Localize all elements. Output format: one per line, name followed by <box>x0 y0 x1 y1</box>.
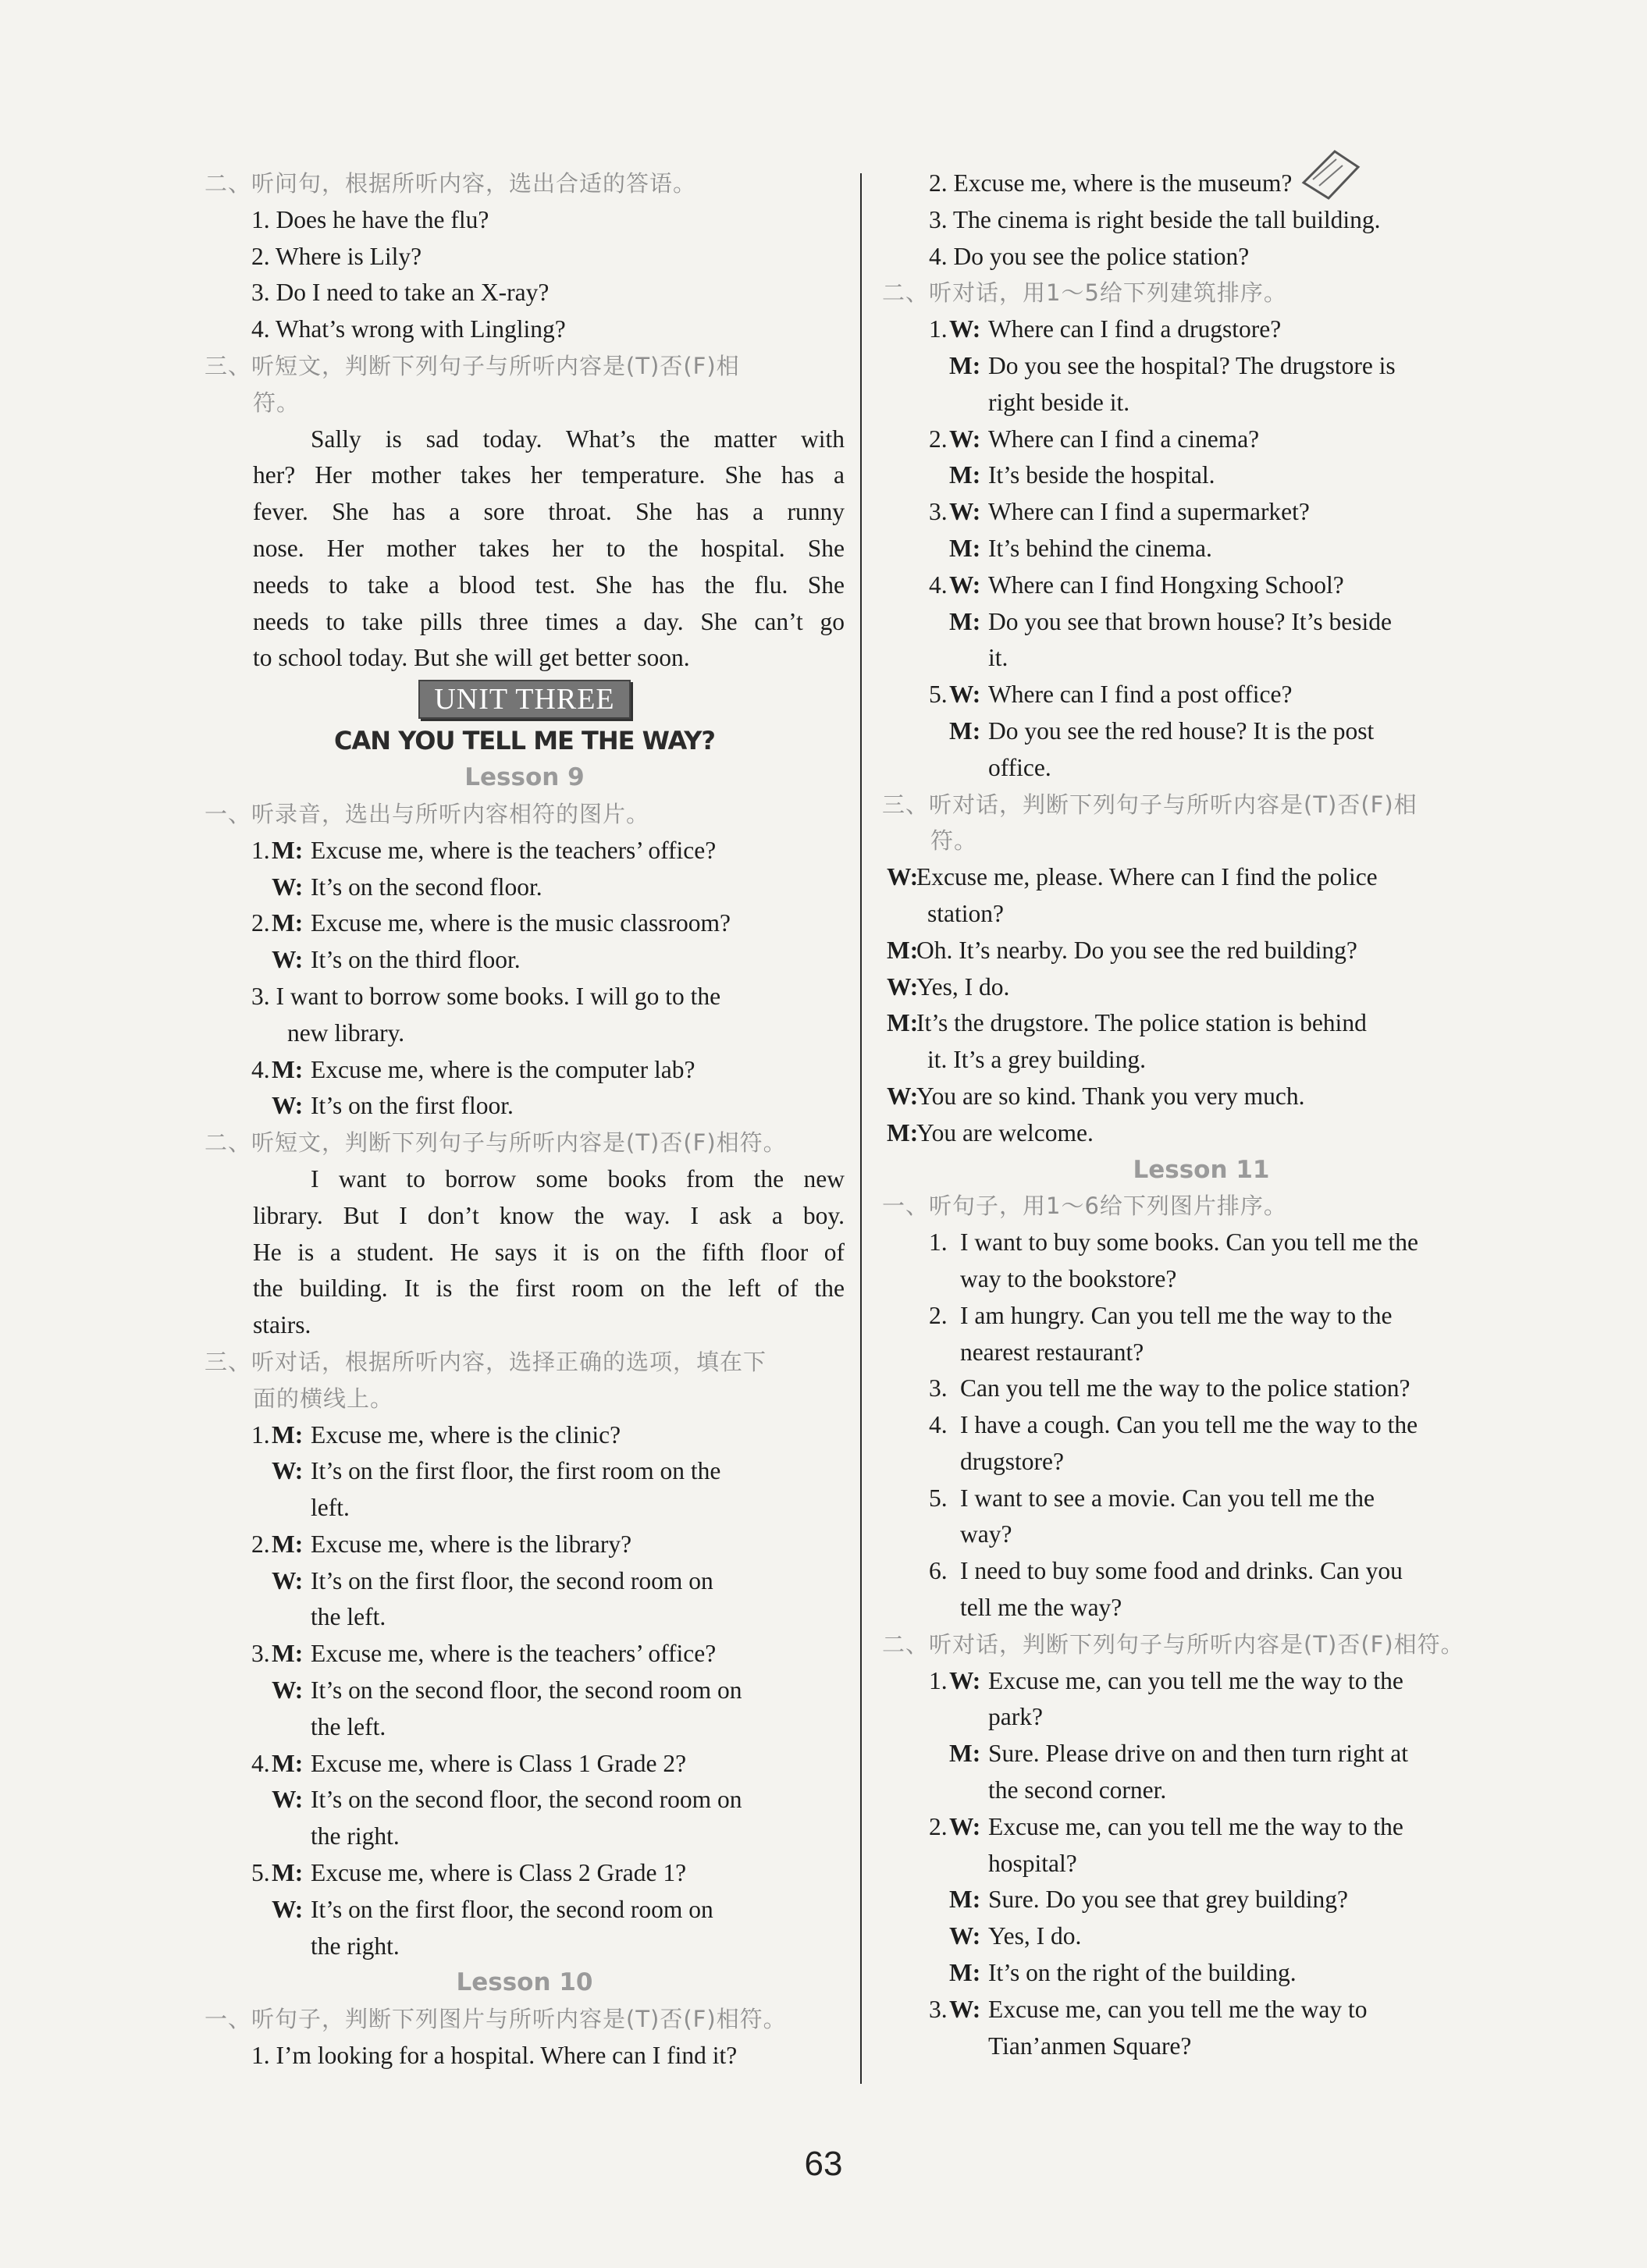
section-heading: 一、听句子，用1～6给下列图片排序。 <box>882 1193 1287 1220</box>
question-item-cont: new library. <box>287 1018 405 1047</box>
speaker-label: W: <box>272 1092 304 1120</box>
section-heading-cont: 面的横线上。 <box>253 1385 394 1412</box>
dialogue-line <box>882 1736 1521 1772</box>
dialogue-text: Excuse me, where is the teachers’ office? <box>311 836 717 864</box>
dialogue-line <box>882 750 1521 787</box>
dialogue-line <box>205 1709 845 1746</box>
speaker-label: W: <box>949 425 981 453</box>
dialogue-text: park? <box>988 1703 1043 1731</box>
unit-banner <box>205 677 845 722</box>
speaker-label: W: <box>949 1922 981 1950</box>
dialogue-text: It’s on the third floor. <box>311 946 521 974</box>
passage-line: needs to take pills three times a day. She can’t go <box>253 607 845 635</box>
dialogue-text: Excuse me, where is Class 2 Grade 1? <box>311 1859 687 1887</box>
dialogue-text: It’s behind the cinema. <box>988 534 1212 562</box>
dialogue-line <box>205 833 845 869</box>
speaker-label: W: <box>887 972 919 1001</box>
dialogue-text: Excuse me, where is Class 1 Grade 2? <box>311 1749 687 1777</box>
dialogue-line <box>882 457 1521 494</box>
dialogue-line <box>205 1453 845 1490</box>
speaker-label: M: <box>949 534 981 562</box>
dialogue-line <box>882 896 1521 933</box>
lesson-title: Lesson 11 <box>1133 1155 1270 1184</box>
dialogue-text: It’s on the second floor, the second room on <box>311 1786 742 1814</box>
speaker-label: M: <box>272 836 304 864</box>
right-column <box>882 165 1521 2064</box>
passage-line: the building. It is the first room on the left of the <box>253 1274 845 1303</box>
dialogue-line <box>882 859 1521 896</box>
speaker-label: W: <box>272 1895 304 1923</box>
question-item: 2. Excuse me, where is the museum? <box>929 169 1293 197</box>
dialogue-line <box>882 348 1521 385</box>
item-number: 6. <box>929 1557 948 1585</box>
dialogue-line <box>882 494 1521 531</box>
dialogue-text: Excuse me, can you tell me the way to <box>988 1995 1368 2023</box>
dialogue-text: It’s on the first floor, the second room on <box>311 1895 713 1923</box>
dialogue-text: It’s beside the hospital. <box>988 461 1215 489</box>
section-heading: 三、听短文，判断下列句子与所听内容是(T)否(F)相 <box>205 352 740 379</box>
dialogue-line <box>205 1088 845 1125</box>
dialogue-text: Excuse me, where is the music classroom? <box>311 909 731 937</box>
dialogue-text: You are so kind. Thank you very much. <box>916 1082 1305 1110</box>
dialogue-line <box>882 1663 1521 1700</box>
dialogue-line <box>205 1782 845 1818</box>
dialogue-text: Where can I find a drugstore? <box>988 315 1282 343</box>
section-heading: 三、听对话，判断下列句子与所听内容是(T)否(F)相 <box>882 791 1418 818</box>
dialogue-line <box>882 604 1521 641</box>
dialogue-text: Where can I find a post office? <box>988 681 1293 709</box>
speaker-label: W: <box>272 1786 304 1814</box>
speaker-label: M: <box>272 1749 304 1777</box>
dialogue-text: Where can I find a supermarket? <box>988 498 1310 526</box>
dialogue-text: Excuse me, where is the computer lab? <box>311 1055 695 1083</box>
dialogue-line <box>882 1992 1521 2028</box>
question-item: 3. Do I need to take an X-ray? <box>251 279 550 307</box>
passage-line: library. But I don’t know the way. I ask a boy. <box>253 1201 845 1229</box>
lesson-title: Lesson 10 <box>456 1968 593 1997</box>
question-line <box>882 1370 1521 1407</box>
question-item: 2. Where is Lily? <box>251 242 422 270</box>
dialogue-line <box>882 677 1521 713</box>
speaker-label: W: <box>949 315 981 343</box>
question-text: tell me the way? <box>960 1594 1122 1622</box>
section-heading: 三、听对话，根据所听内容，选择正确的选项，填在下 <box>205 1348 767 1375</box>
dialogue-line <box>882 1955 1521 1992</box>
dialogue-line <box>882 421 1521 458</box>
dialogue-line <box>882 640 1521 677</box>
dialogue-text: Do you see the red house? It is the post <box>988 716 1375 745</box>
item-number: 1. <box>251 836 270 864</box>
dialogue-block <box>882 859 1521 1151</box>
speaker-label: W: <box>272 1676 304 1705</box>
speaker-label: M: <box>272 1055 304 1083</box>
item-number: 1. <box>929 315 948 343</box>
dialogue-text: It’s the drugstore. The police station is behind <box>916 1009 1367 1037</box>
dialogue-line <box>205 1855 845 1892</box>
left-column <box>205 165 845 2074</box>
question-list <box>882 1225 1521 1626</box>
question-item: 4. Do you see the police station? <box>929 242 1250 270</box>
dialogue-line <box>882 1772 1521 1809</box>
dialogue-text: station? <box>927 899 1004 927</box>
dialogue-text: it. It’s a grey building. <box>927 1046 1146 1074</box>
dialogue-line <box>882 713 1521 750</box>
dialogue-line <box>205 1052 845 1089</box>
dialogue-line <box>882 567 1521 604</box>
speaker-label: M: <box>949 351 981 379</box>
question-text: I have a cough. Can you tell me the way to the <box>960 1411 1418 1439</box>
dialogue-text: Excuse me, where is the library? <box>311 1530 632 1558</box>
dialogue-text: Yes, I do. <box>916 972 1010 1001</box>
question-line <box>882 1298 1521 1335</box>
dialogue-line <box>205 1636 845 1673</box>
dialogue-text: It’s on the first floor, the first room on the <box>311 1457 721 1485</box>
passage-line: Sally is sad today. What’s the matter with <box>311 425 845 453</box>
speaker-label: W: <box>949 1666 981 1694</box>
dialogue-text: Yes, I do. <box>988 1922 1082 1950</box>
item-number: 4. <box>251 1749 270 1777</box>
dialogue-text: Excuse me, please. Where can I find the police <box>916 863 1378 891</box>
speaker-label: W: <box>949 1995 981 2023</box>
dialogue-text: Excuse me, can you tell me the way to the <box>988 1812 1403 1840</box>
speaker-label: M: <box>949 1886 981 1914</box>
dialogue-block <box>205 1052 845 1125</box>
question-text: way to the bookstore? <box>960 1264 1177 1292</box>
speaker-label: M: <box>272 1640 304 1668</box>
question-text: Can you tell me the way to the police station? <box>960 1374 1410 1402</box>
item-number: 2. <box>929 1301 948 1329</box>
dialogue-line <box>205 1417 845 1454</box>
passage-line: needs to take a blood test. She has the flu. She <box>253 571 845 599</box>
dialogue-text: Sure. Do you see that grey building? <box>988 1886 1349 1914</box>
dialogue-line <box>882 1918 1521 1955</box>
passage-line: I want to borrow some books from the new <box>311 1164 845 1193</box>
dialogue-line <box>882 2028 1521 2065</box>
unit-subtitle: CAN YOU TELL ME THE WAY? <box>334 726 715 756</box>
speaker-label: W: <box>949 571 981 599</box>
question-line <box>882 1225 1521 1261</box>
dialogue-block <box>205 1417 845 1965</box>
lesson-title: Lesson 9 <box>464 763 585 792</box>
dialogue-text: It’s on the second floor, the second room on <box>311 1676 742 1705</box>
passage-line: to school today. But she will get better soon. <box>253 644 690 672</box>
dialogue-line <box>882 311 1521 348</box>
speaker-label: M: <box>949 461 981 489</box>
item-number: 2. <box>251 909 270 937</box>
speaker-label: M: <box>949 1959 981 1987</box>
item-number: 3. <box>251 1640 270 1668</box>
item-number: 2. <box>929 425 948 453</box>
speaker-label: M: <box>272 1530 304 1558</box>
item-number: 5. <box>251 1859 270 1887</box>
passage-line: her? Her mother takes her temperature. She has a <box>253 461 845 489</box>
speaker-label: W: <box>272 873 304 901</box>
dialogue-line <box>205 1673 845 1709</box>
dialogue-line <box>205 942 845 979</box>
dialogue-line <box>882 1882 1521 1918</box>
dialogue-text: office. <box>988 753 1051 781</box>
passage <box>205 421 845 677</box>
section-heading: 二、听对话，用1～5给下列建筑排序。 <box>882 279 1287 307</box>
dialogue-line <box>205 905 845 942</box>
speaker-label: M: <box>887 1009 919 1037</box>
dialogue-block <box>882 311 1521 786</box>
passage-line: nose. Her mother takes her to the hospital. She <box>253 534 845 562</box>
dialogue-text: it. <box>988 644 1008 672</box>
dialogue-text: the right. <box>311 1932 400 1960</box>
dialogue-text: Tian’anmen Square? <box>988 2032 1192 2060</box>
question-line <box>882 1335 1521 1371</box>
dialogue-line <box>882 1846 1521 1882</box>
speaker-label: M: <box>949 607 981 635</box>
speaker-label: M: <box>949 716 981 745</box>
unit-title: UNIT THREE <box>418 680 630 719</box>
dialogue-line <box>205 1746 845 1783</box>
dialogue-text: It’s on the second floor. <box>311 873 542 901</box>
dialogue-text: the second corner. <box>988 1776 1167 1804</box>
speaker-label: W: <box>272 1566 304 1594</box>
dialogue-text: Where can I find Hongxing School? <box>988 571 1344 599</box>
dialogue-line <box>882 1809 1521 1846</box>
column-divider <box>860 173 862 2084</box>
question-item: 3. I want to borrow some books. I will go to the <box>251 982 721 1010</box>
question-line <box>882 1590 1521 1626</box>
question-text: I need to buy some food and drinks. Can you <box>960 1557 1403 1585</box>
section-heading: 一、听录音，选出与所听内容相符的图片。 <box>205 800 650 827</box>
question-item: 4. What’s wrong with Lingling? <box>251 315 566 343</box>
question-item: 3. The cinema is right beside the tall building. <box>929 205 1381 233</box>
question-text: I want to buy some books. Can you tell me the <box>960 1228 1419 1257</box>
item-number: 1. <box>929 1666 948 1694</box>
speaker-label: W: <box>949 498 981 526</box>
dialogue-text: Sure. Please drive on and then turn right at <box>988 1740 1408 1768</box>
question-text: way? <box>960 1520 1012 1548</box>
dialogue-text: the left. <box>311 1603 386 1631</box>
dialogue-line <box>882 385 1521 421</box>
dialogue-text: You are welcome. <box>916 1118 1094 1146</box>
speaker-label: M: <box>272 1859 304 1887</box>
item-number: 4. <box>929 1411 948 1439</box>
dialogue-text: It’s on the right of the building. <box>988 1959 1297 1987</box>
dialogue-text: Where can I find a cinema? <box>988 425 1260 453</box>
item-number: 3. <box>929 1374 948 1402</box>
question-line <box>882 1516 1521 1553</box>
item-number: 2. <box>929 1812 948 1840</box>
dialogue-line <box>205 1818 845 1855</box>
speaker-label: W: <box>949 681 981 709</box>
dialogue-text: hospital? <box>988 1849 1077 1877</box>
section-heading: 一、听句子，判断下列图片与所听内容是(T)否(F)相符。 <box>205 2006 787 2033</box>
dialogue-line <box>205 1892 845 1929</box>
speaker-label: W: <box>887 863 919 891</box>
dialogue-text: left. <box>311 1494 350 1522</box>
dialogue-line <box>205 1490 845 1527</box>
dialogue-text: It’s on the first floor, the second room on <box>311 1566 713 1594</box>
speaker-label: W: <box>887 1082 919 1110</box>
question-line <box>882 1407 1521 1444</box>
dialogue-line <box>205 1563 845 1600</box>
dialogue-block <box>882 1663 1521 2065</box>
question-item: 1. Does he have the flu? <box>251 205 489 233</box>
speaker-label: W: <box>272 1457 304 1485</box>
item-number: 1. <box>929 1228 948 1257</box>
item-number: 5. <box>929 1484 948 1512</box>
dialogue-text: It’s on the first floor. <box>311 1092 514 1120</box>
dialogue-text: Do you see that brown house? It’s beside <box>988 607 1393 635</box>
item-number: 4. <box>929 571 948 599</box>
question-text: drugstore? <box>960 1447 1064 1475</box>
question-line <box>882 1261 1521 1298</box>
speaker-label: M: <box>272 909 304 937</box>
dialogue-line <box>205 1929 845 1965</box>
passage-line: fever. She has a sore throat. She has a runny <box>253 498 845 526</box>
speaker-label: M: <box>887 936 919 964</box>
section-heading: 二、听短文，判断下列句子与所听内容是(T)否(F)相符。 <box>205 1129 787 1157</box>
dialogue-block <box>205 833 845 979</box>
dialogue-text: the right. <box>311 1822 400 1850</box>
speaker-label: W: <box>949 1812 981 1840</box>
section-heading-cont: 符。 <box>930 827 978 855</box>
dialogue-text: Do you see the hospital? The drugstore is <box>988 351 1396 379</box>
question-line <box>882 1553 1521 1590</box>
dialogue-text: the left. <box>311 1712 386 1740</box>
question-text: nearest restaurant? <box>960 1338 1144 1366</box>
dialogue-text: Excuse me, where is the teachers’ office? <box>311 1640 717 1668</box>
item-number: 1. <box>251 1420 270 1449</box>
item-number: 3. <box>929 1995 948 2023</box>
section-heading: 二、听对话，判断下列句子与所听内容是(T)否(F)相符。 <box>882 1630 1464 1658</box>
dialogue-line <box>205 1599 845 1636</box>
dialogue-text: Excuse me, can you tell me the way to the <box>988 1666 1403 1694</box>
dialogue-line <box>882 531 1521 567</box>
passage-line: He is a student. He says it is on the fifth floor of <box>253 1238 845 1266</box>
dialogue-text: Excuse me, where is the clinic? <box>311 1420 621 1449</box>
dialogue-line <box>205 869 845 906</box>
page-number: 63 <box>804 2145 843 2183</box>
section-heading: 二、听问句，根据所听内容，选出合适的答语。 <box>205 170 697 197</box>
dialogue-text: right beside it. <box>988 388 1130 416</box>
speaker-label: W: <box>272 946 304 974</box>
dialogue-line <box>882 1699 1521 1736</box>
passage-line: stairs. <box>253 1311 311 1339</box>
question-text: I want to see a movie. Can you tell me the <box>960 1484 1375 1512</box>
section-heading-cont: 符。 <box>253 389 301 416</box>
item-number: 4. <box>251 1055 270 1083</box>
question-item: 1. I’m looking for a hospital. Where can I find it? <box>251 2042 738 2070</box>
dialogue-text: Oh. It’s nearby. Do you see the red building? <box>916 936 1357 964</box>
dialogue-line <box>205 1527 845 1563</box>
speaker-label: M: <box>272 1420 304 1449</box>
question-text: I am hungry. Can you tell me the way to the <box>960 1301 1393 1329</box>
dialogue-line <box>882 933 1521 969</box>
dialogue-line <box>882 1042 1521 1079</box>
dialogue-line <box>882 969 1521 1006</box>
item-number: 5. <box>929 681 948 709</box>
item-number: 2. <box>251 1530 270 1558</box>
speaker-label: M: <box>949 1740 981 1768</box>
speaker-label: M: <box>887 1118 919 1146</box>
dialogue-line <box>882 1005 1521 1042</box>
dialogue-line <box>882 1079 1521 1115</box>
question-line <box>882 1481 1521 1517</box>
dialogue-line <box>882 1115 1521 1152</box>
item-number: 3. <box>929 498 948 526</box>
question-line <box>882 1444 1521 1481</box>
passage <box>205 1161 845 1344</box>
